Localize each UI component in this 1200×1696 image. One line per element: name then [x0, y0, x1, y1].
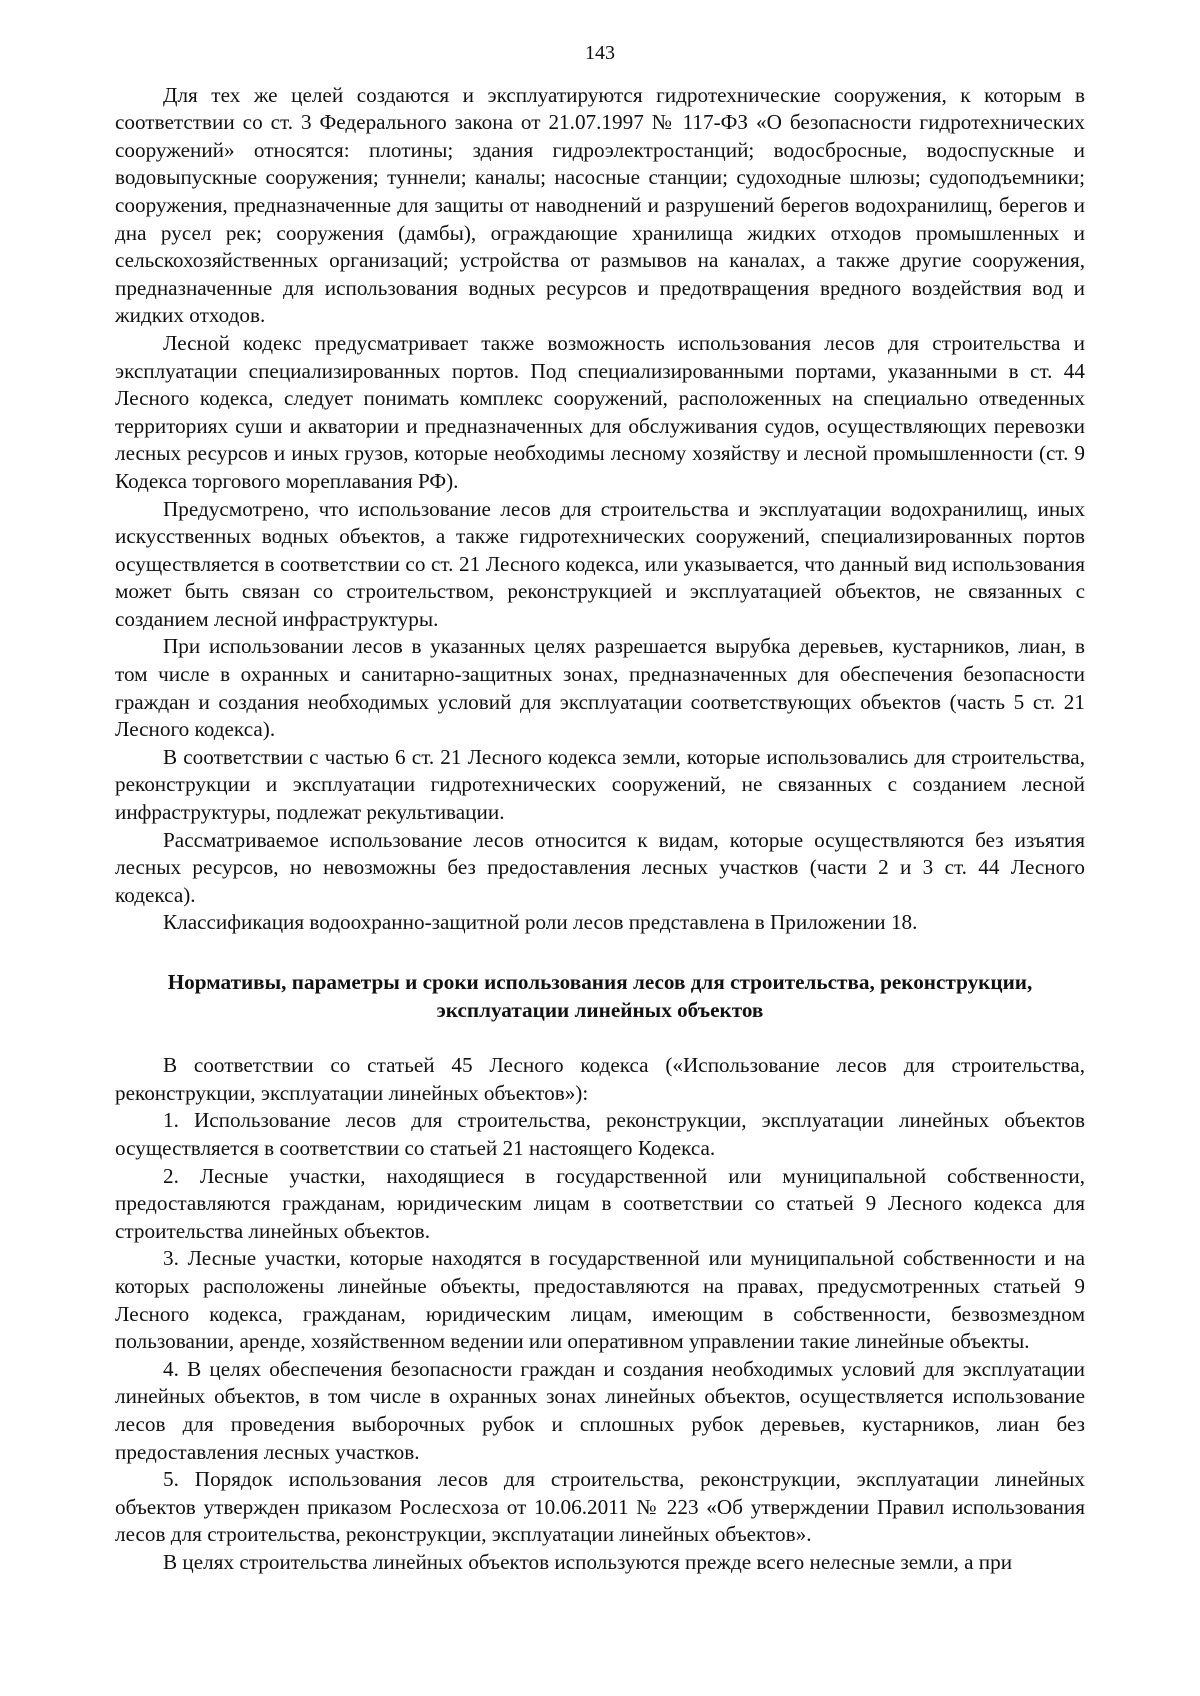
paragraph: 4. В целях обеспечения безопасности граждан и создания необходимых условий для эксплуатации линейных объектов, в том числе в охранных зонах линейных объектов, осуществляется использование лесов для проведения выборочных рубок и сплошных рубок деревьев, кустарников, лиан без предоставления лесных участков. [115, 1356, 1085, 1464]
paragraph: Классификация водоохранно-защитной роли лесов представлена в Приложении 18. [163, 910, 918, 935]
section-heading [115, 969, 1085, 1024]
section-heading-line: эксплуатации линейных объектов [436, 997, 764, 1022]
paragraph: В соответствии с частью 6 ст. 21 Лесного кодекса земли, которые использовались для строительства, реконструкции и эксплуатации гидротехнических сооружений, не связанных с созданием лесной инфраструктуры, подлежат рекультивации. [115, 744, 1085, 825]
paragraph: Рассматриваемое использование лесов относится к видам, которые осуществляются без изъятия лесных ресурсов, но невозможны без предоставления лесных участков (части 2 и 3 ст. 44 Лесного кодекса). [115, 827, 1085, 907]
paragraph: В соответствии со статьей 45 Лесного кодекса («Использование лесов для строительства, реконструкции, эксплуатации линейных объектов»): [115, 1053, 1085, 1105]
page-number: 143 [585, 42, 615, 64]
paragraph: При использовании лесов в указанных целях разрешается вырубка деревьев, кустарников, лиан, в том числе в охранных и санитарно-защитных зонах, предназначенных для обеспечения безопасности граждан и создания необходимых условий для эксплуатации соответствующих объектов (часть 5 ст. 21 Лесного кодекса). [115, 634, 1085, 742]
paragraph: 5. Порядок использования лесов для строительства, реконструкции, эксплуатации линейных объектов утвержден приказом Рослесхоза от 10.06.2011 № 223 «Об утверждении Правил использования лесов для строительства, реконструкции, эксплуатации линейных объектов». [115, 1467, 1085, 1547]
paragraph: 3. Лесные участки, которые находятся в государственной или муниципальной собственности и на которых расположены линейные объекты, предоставляются на правах, предусмотренных статьей 9 Лесного кодекса, гражданам, юридическим лицам, имеющим в собственности, безвозмездном пользовании, аренде, хозяйственном ведении или оперативном управлении такие линейные объекты. [115, 1246, 1085, 1354]
paragraph: Лесной кодекс предусматривает также возможность использования лесов для строительства и эксплуатации специализированных портов. Под специализированными портами, указанными в ст. 44 Лесного кодекса, следует понимать комплекс сооружений, расположенных на специально отведенных территориях суши и акватории и предназначенных для обслуживания судов, осуществляющих перевозки лесных ресурсов и иных грузов, которые необходимы лесному хозяйству и лесной промышленности (ст. 9 Кодекса торгового мореплавания РФ). [115, 330, 1085, 493]
paragraph: Предусмотрено, что использование лесов для строительства и эксплуатации водохранилищ, иных искусственных водных объектов, а также гидротехнических сооружений, специализированных портов осуществляется в соответствии со ст. 21 Лесного кодекса, или указывается, что данный вид использования может быть связан со строительством, реконструкцией и эксплуатацией объектов, не связанных с созданием лесной инфраструктуры. [115, 496, 1085, 631]
section-heading-line: Нормативы, параметры и сроки использования лесов для строительства, реконструкции, [167, 970, 1033, 994]
paragraph: В целях строительства линейных объектов используются прежде всего нелесные земли, а при [163, 1549, 1013, 1574]
paragraph: 1. Использование лесов для строительства, реконструкции, эксплуатации линейных объектов осуществляется в соответствии со статьей 21 настоящего Кодекса. [115, 1108, 1085, 1160]
document-page [115, 40, 1085, 1576]
paragraph: 2. Лесные участки, находящиеся в государственной или муниципальной собственности, предоставляются гражданам, юридическим лицам в соответствии со статьей 9 Лесного кодекса для строительства линейных объектов. [115, 1163, 1085, 1243]
paragraph: Для тех же целей создаются и эксплуатируются гидротехнические сооружения, к которым в соответствии со ст. 3 Федерального закона от 21.07.1997 № 117-ФЗ «О безопасности гидротехнических сооружений» относятся: плотины; здания гидроэлектростанций; водосбросные, водоспускные и водовыпускные сооружения; туннели; каналы; насосные станции; судоходные шлюзы; судоподъемники; сооружения, предназначенные для защиты от наводнений и разрушений берегов водохранилищ, берегов и дна русел рек; сооружения (дамбы), ограждающие хранилища жидких отходов промышленных и сельскохозяйственных организаций; устройства от размывов на каналах, а также другие сооружения, предназначенные для использования водных ресурсов и предотвращения вредного воздействия вод и жидких отходов. [115, 82, 1085, 328]
